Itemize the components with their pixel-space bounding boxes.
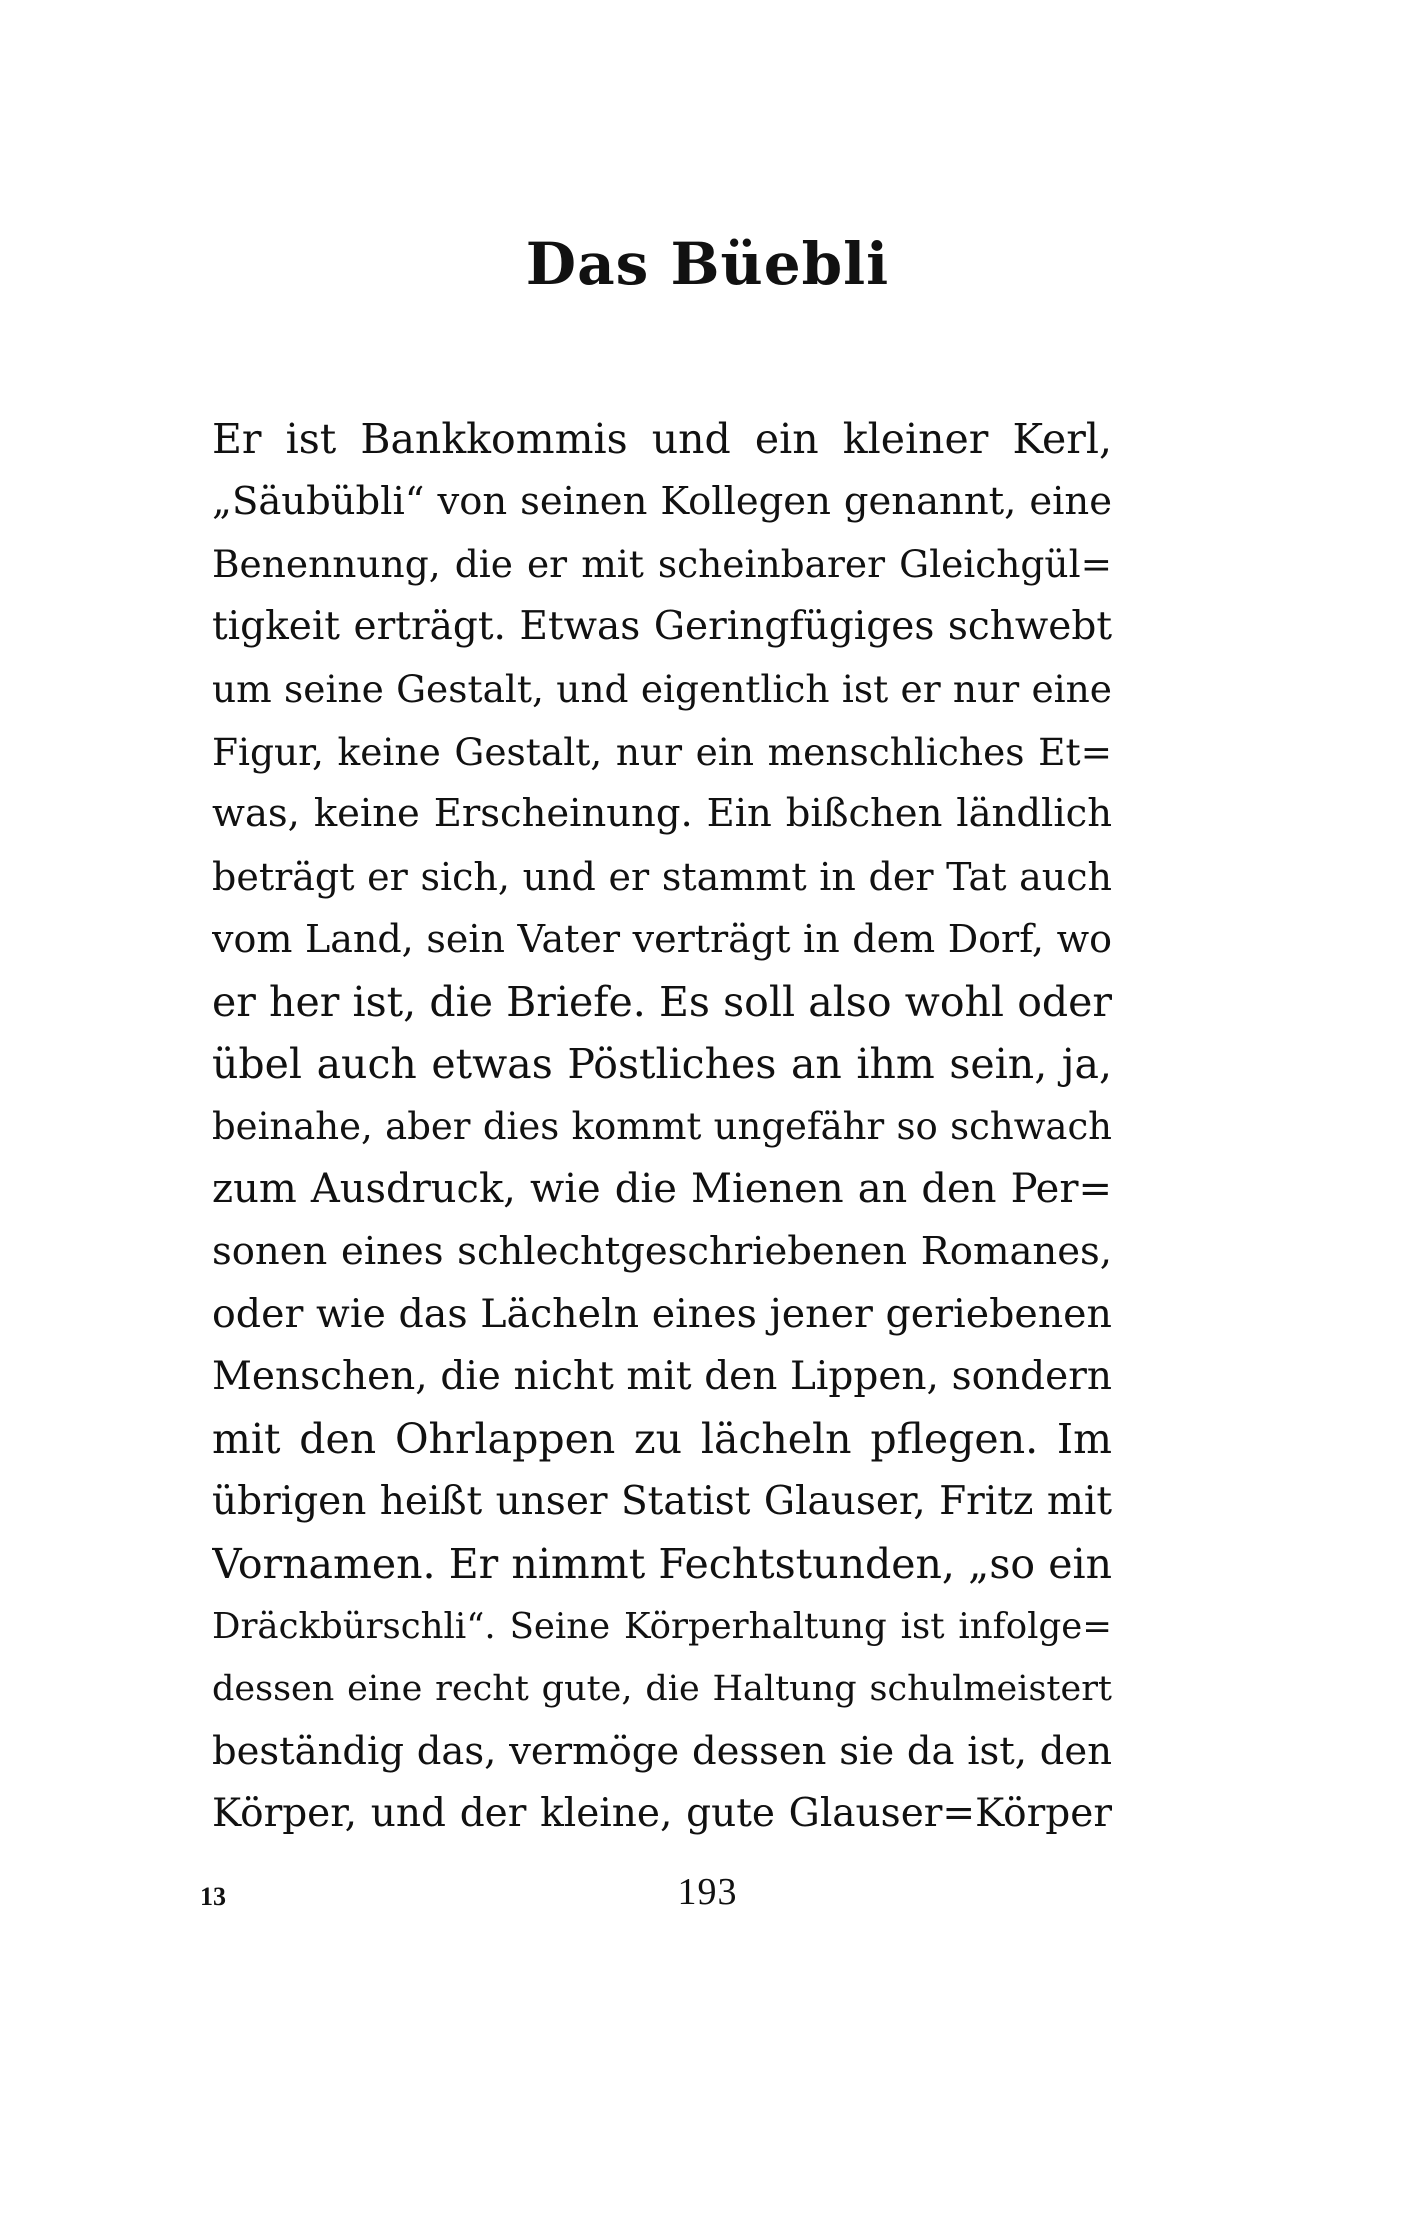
text-line: was, keine Erscheinung. Ein bißchen ländlich bbox=[212, 791, 1112, 836]
text-line: um seine Gestalt, und eigentlich ist er nur eine bbox=[212, 667, 1112, 711]
text-line: Dräckbürschli“. Seine Körperhaltung ist infolge= bbox=[212, 1605, 1112, 1647]
text-line: übrigen heißt unser Statist Glauser, Fritz mit bbox=[212, 1478, 1112, 1524]
page-footer bbox=[0, 1870, 1415, 1920]
text-line: Benennung, die er mit scheinbarer Gleichgül= bbox=[212, 542, 1112, 586]
text-line: tigkeit erträgt. Etwas Geringfügiges schwebt bbox=[212, 603, 1112, 649]
page-number: 193 bbox=[677, 1871, 738, 1913]
text-line: beständig das, vermöge dessen sie da ist, den bbox=[212, 1728, 1112, 1774]
text-line: „Säubübli“ von seinen Kollegen genannt, eine bbox=[212, 478, 1112, 524]
text-line: er her ist, die Briefe. Es soll also wohl oder bbox=[212, 977, 1112, 1026]
text-line: Figur, keine Gestalt, nur ein menschliches Et= bbox=[212, 729, 1112, 774]
text-line: sonen eines schlechtgeschriebenen Romanes, bbox=[212, 1228, 1112, 1274]
text-line: Vornamen. Er nimmt Fechtstunden, „so ein bbox=[212, 1540, 1112, 1588]
body-text bbox=[212, 408, 1112, 1846]
text-line: übel auch etwas Pöstliches an ihm sein, ja, bbox=[212, 1040, 1112, 1088]
text-line: zum Ausdruck, wie die Mienen an den Per= bbox=[212, 1166, 1112, 1212]
text-line: beinahe, aber dies kommt ungefähr so schwach bbox=[212, 1104, 1112, 1148]
text-line: beträgt er sich, und er stammt in der Tat auch bbox=[212, 854, 1112, 899]
text-line: dessen eine recht gute, die Haltung schulmeistert bbox=[212, 1669, 1112, 1709]
text-line: oder wie das Lächeln eines jener geriebenen bbox=[212, 1291, 1112, 1337]
signature-mark: 13 bbox=[200, 1882, 226, 1911]
text-line: mit den Ohrlappen zu lächeln pflegen. Im bbox=[212, 1415, 1112, 1463]
text-line: vom Land, sein Vater verträgt in dem Dorf, wo bbox=[212, 917, 1112, 961]
chapter-title: Das Büebli bbox=[525, 230, 890, 298]
text-line: Menschen, die nicht mit den Lippen, sondern bbox=[212, 1353, 1112, 1399]
text-line: Körper, und der kleine, gute Glauser=Körper bbox=[212, 1791, 1112, 1836]
text-line: Er ist Bankkommis und ein kleiner Kerl, bbox=[212, 415, 1112, 463]
